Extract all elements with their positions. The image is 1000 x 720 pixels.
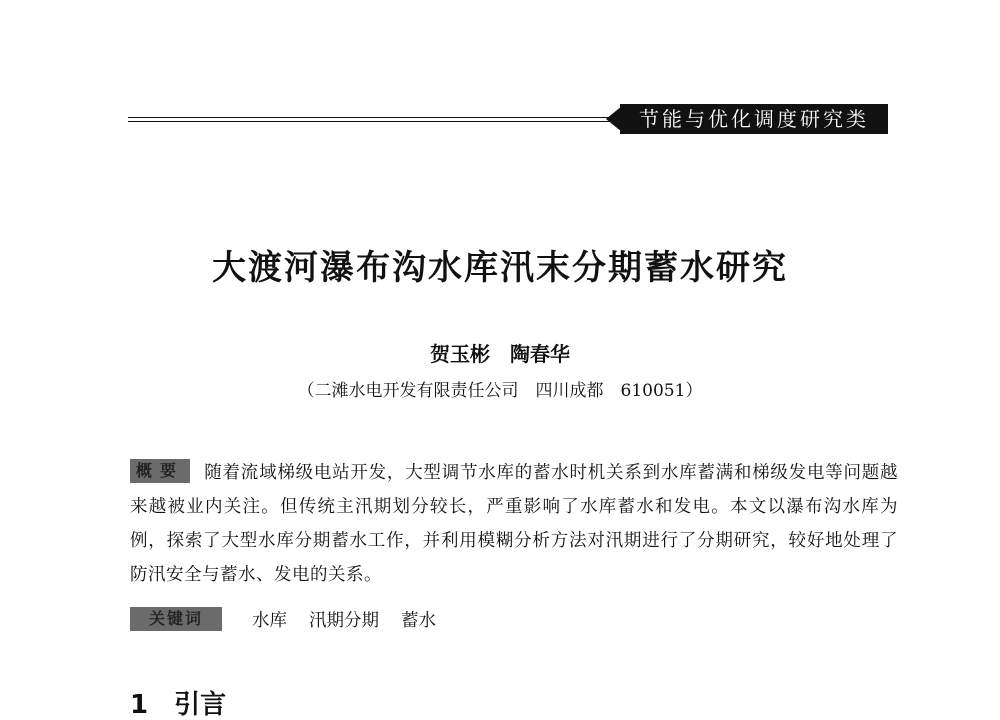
header-rule (128, 117, 610, 118)
keywords-label: 关键词 (130, 607, 222, 631)
section-tag: 节能与优化调度研究类 (620, 104, 888, 134)
abstract-label: 概要 (130, 459, 190, 483)
keyword-item: 汛期分期 (309, 611, 379, 631)
abstract (130, 456, 898, 592)
keyword-item: 水库 (252, 611, 287, 631)
keywords (130, 604, 898, 638)
abstract-text: 随着流域梯级电站开发，大型调节水库的蓄水时机关系到水库蓄满和梯级发电等问题越来越被业内关注。但传统主汛期划分较长，严重影响了水库蓄水和发电。本文以瀑布沟水库为例，探索了大型水库分期蓄水工作，并利用模糊分析方法对汛期进行了分期研究，较好地处理了防汛安全与蓄水、发电的关系。 (130, 463, 898, 585)
paper-title: 大渡河瀑布沟水库汛末分期蓄水研究 (212, 248, 788, 288)
paper-authors: 贺玉彬 陶春华 (430, 342, 570, 366)
keyword-item: 蓄水 (401, 611, 436, 631)
paper-affiliation: （二滩水电开发有限责任公司 四川成都 610051） (297, 381, 703, 401)
header-rule-inner (128, 121, 610, 122)
section-heading: 1 引言 (130, 690, 227, 720)
